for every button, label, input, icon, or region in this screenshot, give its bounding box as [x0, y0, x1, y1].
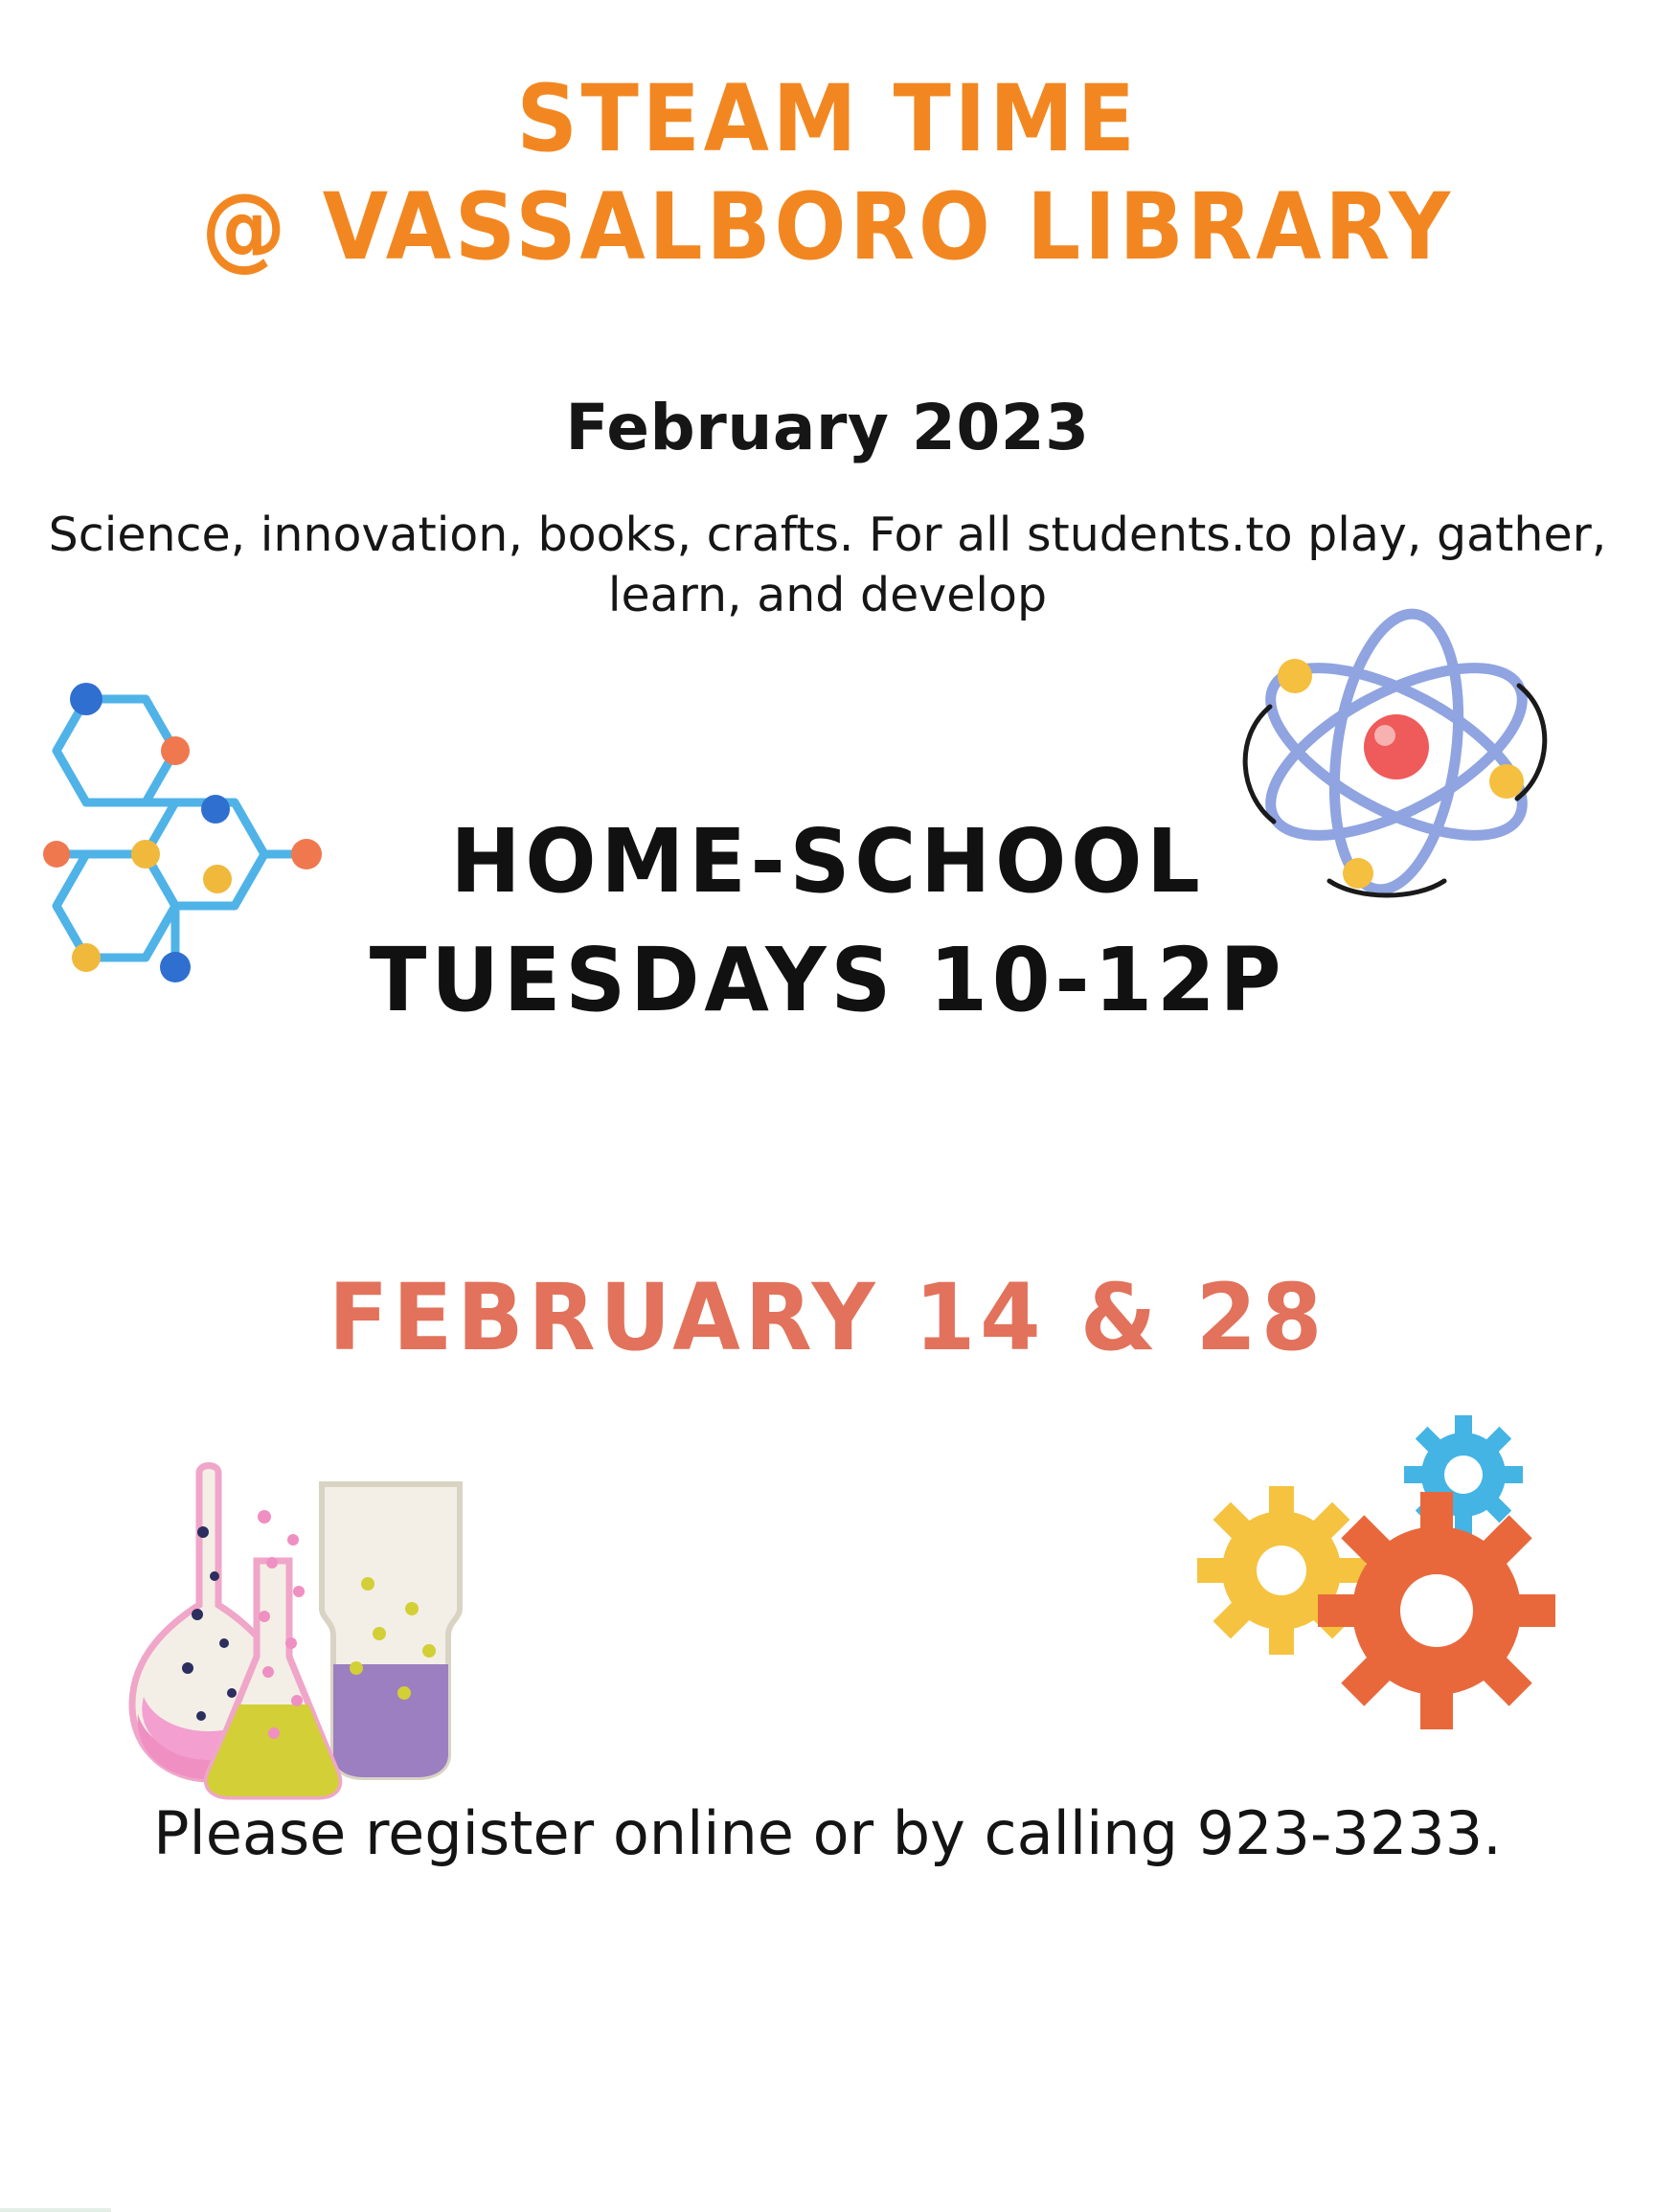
poster-subtitle: February 2023: [565, 391, 1090, 464]
poster-headline-line-2: TUESDAYS 10-12P: [369, 929, 1286, 1032]
poster-title-line-2: @ VASSALBORO LIBRARY: [201, 173, 1454, 282]
poster-dates: FEBRUARY 14 & 28: [328, 1264, 1327, 1371]
poster-headline: [41, 802, 1614, 1040]
decorative-corner-bottom-left: [0, 2026, 111, 2212]
poster-description: Science, innovation, books, crafts. For all students.to play, gather, learn, and develop: [48, 508, 1607, 622]
poster-title-line-1: STEAM TIME: [516, 65, 1139, 172]
poster-title: [66, 65, 1589, 282]
registration-instructions: Please register online or by calling 923-3233.: [153, 1798, 1502, 1868]
flasks-illustration: [96, 1417, 508, 1800]
gears-illustration: [1176, 1408, 1578, 1752]
poster-headline-line-1: HOME-SCHOOL: [450, 810, 1205, 913]
